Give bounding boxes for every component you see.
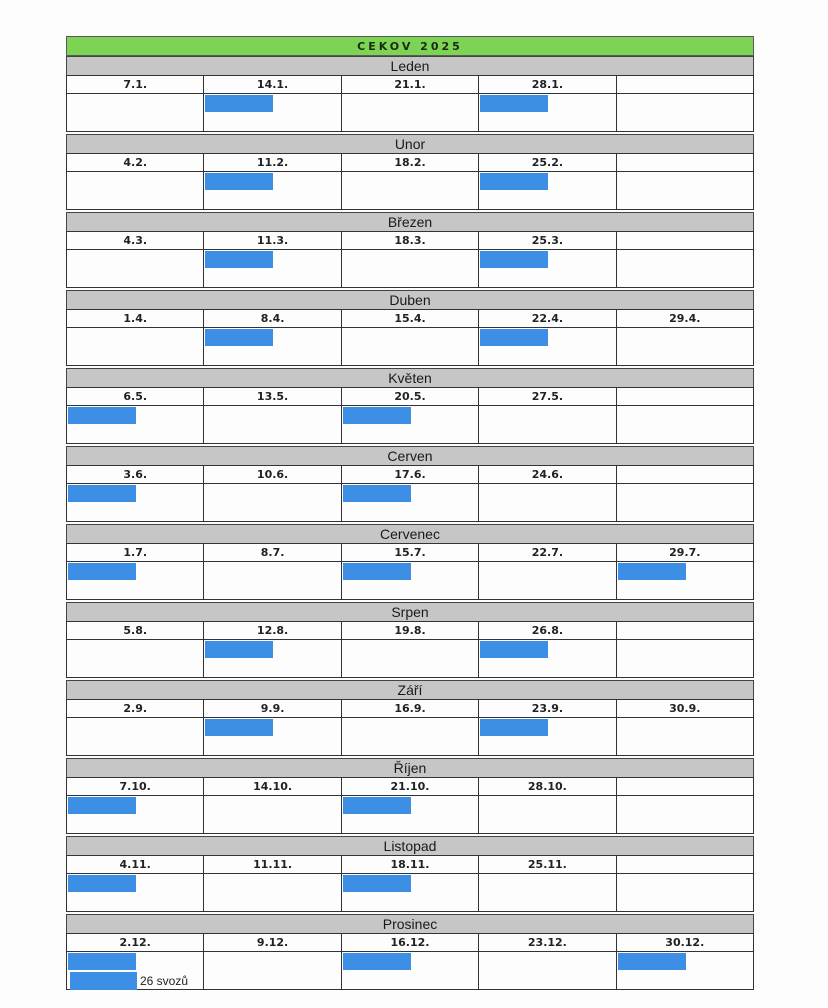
collection-mark: [343, 875, 411, 892]
collection-mark: [618, 953, 686, 970]
date-cell: 5.8.: [67, 622, 204, 639]
date-cell: 9.12.: [204, 934, 341, 951]
date-cell: 26.8.: [479, 622, 616, 639]
mark-cell: [342, 328, 479, 365]
month-name: Listopad: [66, 836, 754, 855]
mark-cell: [342, 640, 479, 677]
mark-cell: [204, 94, 341, 131]
mark-cell: [479, 484, 616, 521]
mark-row: [66, 171, 754, 210]
collection-mark: [480, 329, 548, 346]
date-row: [66, 309, 754, 327]
mark-cell: [204, 718, 341, 755]
date-row: [66, 75, 754, 93]
date-cell: 18.11.: [342, 856, 479, 873]
collection-mark: [343, 797, 411, 814]
date-cell: 30.12.: [617, 934, 754, 951]
mark-cell: [617, 874, 754, 911]
mark-cell: [342, 484, 479, 521]
date-cell: 2.9.: [67, 700, 204, 717]
date-cell: 10.6.: [204, 466, 341, 483]
month-name: Unor: [66, 134, 754, 153]
collection-mark: [480, 719, 548, 736]
date-cell: [617, 778, 754, 795]
mark-row: [66, 483, 754, 522]
mark-cell: [617, 796, 754, 833]
mark-cell: [67, 406, 204, 443]
date-cell: 28.1.: [479, 76, 616, 93]
collection-mark: [68, 407, 136, 424]
month-block: [66, 290, 754, 368]
date-cell: 25.2.: [479, 154, 616, 171]
mark-cell: [67, 328, 204, 365]
date-cell: 28.10.: [479, 778, 616, 795]
legend-text: 26 svozů: [140, 974, 189, 988]
mark-cell: [617, 640, 754, 677]
collection-mark: [480, 173, 548, 190]
date-cell: 8.7.: [204, 544, 341, 561]
month-name: Cerven: [66, 446, 754, 465]
collection-mark: [343, 407, 411, 424]
month-block: [66, 446, 754, 524]
month-block: [66, 134, 754, 212]
date-row: [66, 855, 754, 873]
legend: [70, 972, 188, 990]
date-cell: 20.5.: [342, 388, 479, 405]
mark-cell: [204, 952, 341, 989]
month-block: [66, 524, 754, 602]
collection-mark: [343, 953, 411, 970]
month-block: [66, 758, 754, 836]
month-name: Srpen: [66, 602, 754, 621]
mark-cell: [342, 172, 479, 209]
date-cell: 14.10.: [204, 778, 341, 795]
mark-cell: [617, 406, 754, 443]
collection-mark: [343, 563, 411, 580]
month-block: [66, 212, 754, 290]
mark-cell: [204, 562, 341, 599]
month-block: [66, 368, 754, 446]
mark-row: [66, 405, 754, 444]
date-row: [66, 699, 754, 717]
date-row: [66, 231, 754, 249]
month-name: Květen: [66, 368, 754, 387]
date-row: [66, 543, 754, 561]
mark-cell: [67, 640, 204, 677]
date-cell: 14.1.: [204, 76, 341, 93]
date-cell: 30.9.: [617, 700, 754, 717]
mark-cell: [67, 172, 204, 209]
date-cell: 21.1.: [342, 76, 479, 93]
mark-cell: [479, 250, 616, 287]
date-row: [66, 387, 754, 405]
collection-mark: [68, 953, 136, 970]
date-cell: 11.2.: [204, 154, 341, 171]
date-cell: 11.11.: [204, 856, 341, 873]
mark-row: [66, 639, 754, 678]
mark-cell: [67, 250, 204, 287]
legend-swatch: [70, 972, 137, 990]
collection-mark: [205, 251, 273, 268]
mark-cell: [342, 94, 479, 131]
collection-mark: [68, 875, 136, 892]
mark-row: [66, 873, 754, 912]
mark-row: [66, 327, 754, 366]
date-cell: 6.5.: [67, 388, 204, 405]
collection-mark: [205, 95, 273, 112]
mark-row: [66, 717, 754, 756]
month-block: [66, 602, 754, 680]
collection-mark: [480, 641, 548, 658]
months-list: [66, 56, 754, 990]
date-row: [66, 465, 754, 483]
date-cell: 1.7.: [67, 544, 204, 561]
mark-cell: [479, 874, 616, 911]
mark-cell: [67, 796, 204, 833]
date-cell: 22.7.: [479, 544, 616, 561]
date-cell: 1.4.: [67, 310, 204, 327]
date-cell: 16.12.: [342, 934, 479, 951]
month-name: Leden: [66, 56, 754, 75]
date-row: [66, 933, 754, 951]
mark-cell: [342, 562, 479, 599]
date-cell: 7.1.: [67, 76, 204, 93]
collection-mark: [618, 563, 686, 580]
mark-cell: [479, 328, 616, 365]
date-cell: 2.12.: [67, 934, 204, 951]
date-row: [66, 621, 754, 639]
collection-mark: [205, 719, 273, 736]
date-cell: 19.8.: [342, 622, 479, 639]
date-cell: 13.5.: [204, 388, 341, 405]
date-cell: [617, 856, 754, 873]
mark-cell: [342, 718, 479, 755]
mark-cell: [67, 874, 204, 911]
mark-cell: [617, 562, 754, 599]
mark-cell: [204, 250, 341, 287]
date-cell: 8.4.: [204, 310, 341, 327]
month-name: Cervenec: [66, 524, 754, 543]
mark-cell: [479, 562, 616, 599]
mark-cell: [204, 406, 341, 443]
date-cell: 15.7.: [342, 544, 479, 561]
collection-mark: [480, 95, 548, 112]
date-cell: 21.10.: [342, 778, 479, 795]
date-cell: 4.2.: [67, 154, 204, 171]
mark-cell: [204, 484, 341, 521]
date-cell: [617, 622, 754, 639]
mark-cell: [67, 94, 204, 131]
date-cell: 3.6.: [67, 466, 204, 483]
collection-mark: [68, 563, 136, 580]
mark-cell: [342, 952, 479, 989]
month-name: Říjen: [66, 758, 754, 777]
collection-mark: [205, 329, 273, 346]
mark-cell: [479, 640, 616, 677]
collection-mark: [68, 485, 136, 502]
date-cell: 22.4.: [479, 310, 616, 327]
date-cell: 16.9.: [342, 700, 479, 717]
mark-cell: [204, 172, 341, 209]
collection-mark: [343, 485, 411, 502]
date-cell: 23.9.: [479, 700, 616, 717]
collection-mark: [480, 251, 548, 268]
date-cell: 29.7.: [617, 544, 754, 561]
mark-cell: [342, 406, 479, 443]
date-cell: 23.12.: [479, 934, 616, 951]
mark-cell: [479, 406, 616, 443]
date-cell: [617, 388, 754, 405]
date-cell: 7.10.: [67, 778, 204, 795]
mark-cell: [342, 796, 479, 833]
mark-cell: [204, 796, 341, 833]
mark-cell: [617, 94, 754, 131]
mark-row: [66, 561, 754, 600]
collection-schedule: [66, 36, 754, 990]
mark-cell: [67, 718, 204, 755]
month-name: Březen: [66, 212, 754, 231]
mark-cell: [617, 172, 754, 209]
mark-row: [66, 249, 754, 288]
mark-row: [66, 93, 754, 132]
mark-cell: [617, 484, 754, 521]
date-cell: 15.4.: [342, 310, 479, 327]
date-cell: [617, 466, 754, 483]
date-cell: [617, 76, 754, 93]
mark-cell: [617, 250, 754, 287]
mark-cell: [479, 718, 616, 755]
date-cell: 25.3.: [479, 232, 616, 249]
date-cell: 17.6.: [342, 466, 479, 483]
date-cell: 18.3.: [342, 232, 479, 249]
month-name: Prosinec: [66, 914, 754, 933]
collection-mark: [205, 641, 273, 658]
schedule-title: CEKOV 2025: [66, 36, 754, 56]
collection-mark: [205, 173, 273, 190]
date-row: [66, 777, 754, 795]
date-cell: 12.8.: [204, 622, 341, 639]
collection-mark: [68, 797, 136, 814]
mark-cell: [617, 328, 754, 365]
date-row: [66, 153, 754, 171]
mark-cell: [342, 250, 479, 287]
mark-cell: [479, 94, 616, 131]
date-cell: 27.5.: [479, 388, 616, 405]
date-cell: [617, 154, 754, 171]
mark-cell: [204, 640, 341, 677]
month-block: [66, 680, 754, 758]
mark-cell: [479, 172, 616, 209]
month-name: Září: [66, 680, 754, 699]
date-cell: 9.9.: [204, 700, 341, 717]
date-cell: 4.11.: [67, 856, 204, 873]
date-cell: 24.6.: [479, 466, 616, 483]
month-block: [66, 836, 754, 914]
mark-cell: [617, 718, 754, 755]
mark-cell: [67, 562, 204, 599]
mark-cell: [67, 484, 204, 521]
mark-cell: [342, 874, 479, 911]
date-cell: 18.2.: [342, 154, 479, 171]
date-cell: [617, 232, 754, 249]
mark-row: [66, 795, 754, 834]
month-block: [66, 56, 754, 134]
date-cell: 25.11.: [479, 856, 616, 873]
date-cell: 11.3.: [204, 232, 341, 249]
date-cell: 4.3.: [67, 232, 204, 249]
date-cell: 29.4.: [617, 310, 754, 327]
mark-cell: [617, 952, 754, 989]
month-name: Duben: [66, 290, 754, 309]
mark-cell: [204, 328, 341, 365]
mark-cell: [479, 952, 616, 989]
mark-cell: [204, 874, 341, 911]
mark-cell: [479, 796, 616, 833]
